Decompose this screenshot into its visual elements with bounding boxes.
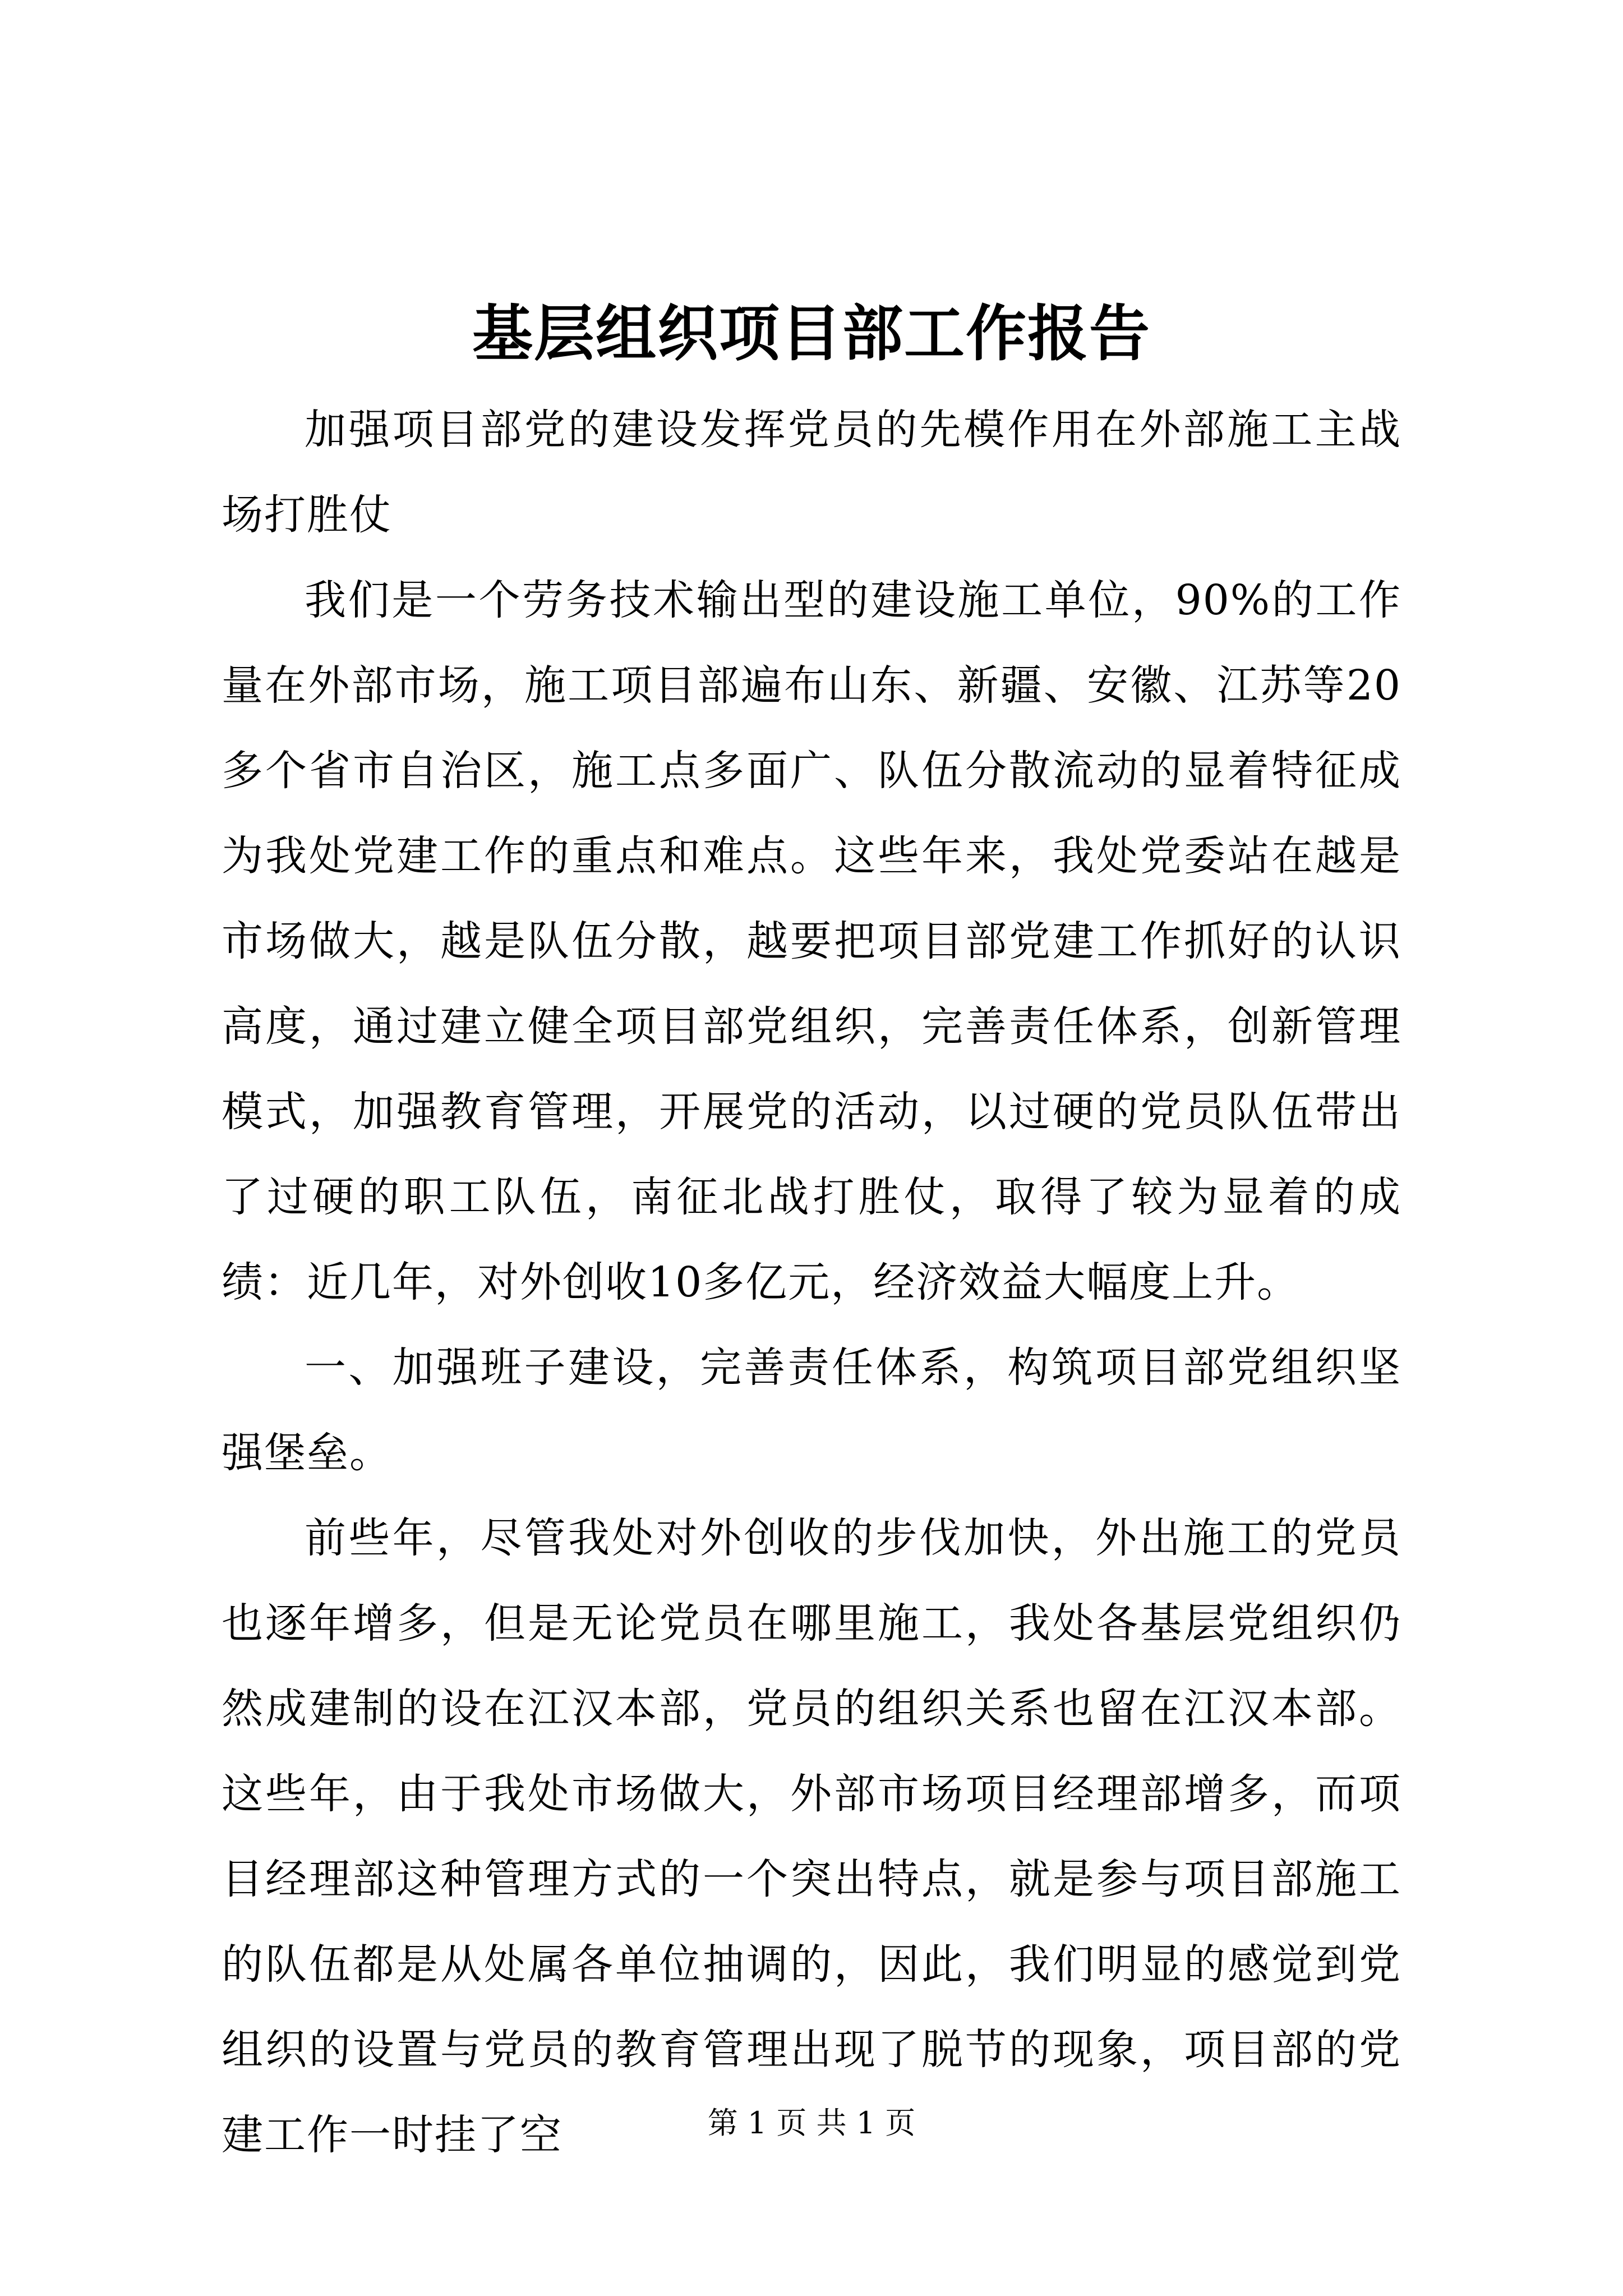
page-footer: 第 1 页 共 1 页 — [707, 2105, 916, 2141]
body-paragraph: 加强项目部党的建设发挥党员的先模作用在外部施工主战场打胜仗 — [222, 406, 1401, 539]
body-paragraph: 前些年，尽管我处对外创收的步伐加快，外出施工的党员也逐年增多，但是无论党员在哪里施工，我处各基层党组织仍然成建制的设在江汉本部，党员的组织关系也留在江汉本部。这些年，由于我处市场做大，外部市场项目经理部增多，而项目经理部这种管理方式的一个突出特点，就是参与项目部施工的队伍都是从处属各单位抽调的，因此，我们明显的感觉到党组织的设置与党员的教育管理出现了脱节的现象，项目部的党建工作一时挂了空 — [222, 1514, 1401, 2159]
section-heading-paragraph: 一、加强班子建设，完善责任体系，构筑项目部党组织坚强堡垒。 — [222, 1343, 1401, 1477]
document-body — [222, 387, 1401, 2178]
body-paragraph: 我们是一个劳务技术输出型的建设施工单位，90%的工作量在外部市场，施工项目部遍布山东、新疆、安徽、江苏等20多个省市自治区，施工点多面广、队伍分散流动的显着特征成为我处党建工作的重点和难点。这些年来，我处党委站在越是市场做大，越是队伍分散，越要把项目部党建工作抓好的认识高度，通过建立健全项目部党组织，完善责任体系，创新管理模式，加强教育管理，开展党的活动，以过硬的党员队伍带出了过硬的职工队伍，南征北战打胜仗，取得了较为显着的成绩：近几年，对外创收10多亿元，经济效益大幅度上升。 — [222, 576, 1401, 1306]
document-title: 基层组织项目部工作报告 — [472, 298, 1151, 369]
